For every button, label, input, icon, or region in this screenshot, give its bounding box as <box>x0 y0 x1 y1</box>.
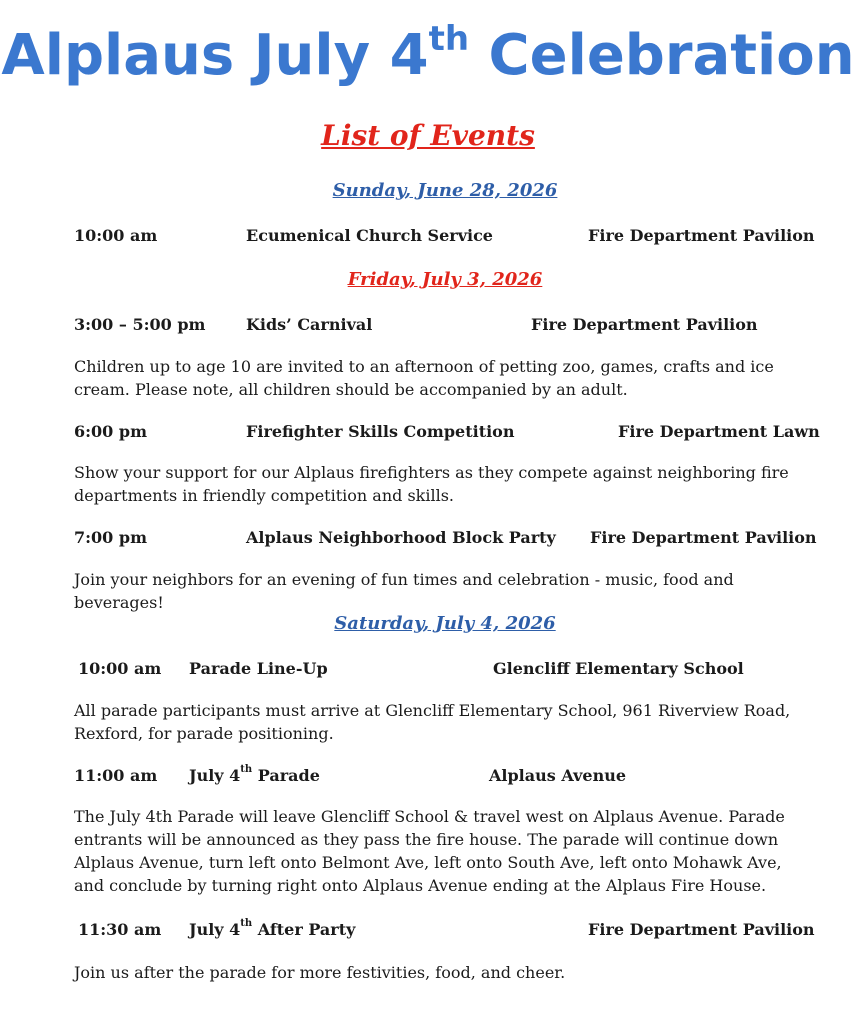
event-description: All parade participants must arrive at Glencliff Elementary School, 961 Riverview Road, Rexford, for parade positioning. <box>74 701 791 743</box>
page-subtitle: List of Events <box>321 119 535 152</box>
day-heading: Saturday, July 4, 2026 <box>334 613 556 634</box>
event-location: Fire Department Pavilion <box>588 226 815 245</box>
day-heading: Friday, July 3, 2026 <box>347 269 543 290</box>
event-row <box>0 657 856 681</box>
event-location: Alplaus Avenue <box>489 766 627 785</box>
event-time: 10:00 am <box>78 659 162 678</box>
event-name-text: July 4 <box>189 920 241 939</box>
day-heading: Sunday, June 28, 2026 <box>332 180 558 201</box>
event-name-superscript: th <box>240 917 253 929</box>
event-location: Fire Department Pavilion <box>531 315 758 334</box>
event-time: 7:00 pm <box>74 528 147 547</box>
event-time: 3:00 – 5:00 pm <box>74 315 206 334</box>
event-name: Parade Line-Up <box>189 659 328 678</box>
title-text-end: Celebration <box>469 23 855 88</box>
event-name: Alplaus Neighborhood Block Party <box>246 528 556 547</box>
event-time: 11:00 am <box>74 766 158 785</box>
event-name-text: July 4 <box>189 766 241 785</box>
event-location: Fire Department Pavilion <box>590 528 817 547</box>
event-name: Firefighter Skills Competition <box>246 422 515 441</box>
title-text: Alplaus July 4 <box>1 23 429 88</box>
event-name: Kids’ Carnival <box>246 315 373 334</box>
event-description: Children up to age 10 are invited to an afternoon of petting zoo, games, crafts and ice cream. Please note, all children should be accompanied by an adult. <box>74 357 774 399</box>
event-name: Ecumenical Church Service <box>246 226 493 245</box>
event-description: Join your neighbors for an evening of fun times and celebration - music, food and beverages! <box>74 570 734 612</box>
event-name-text-end: After Party <box>252 920 356 939</box>
event-location: Glencliff Elementary School <box>493 659 744 678</box>
event-name <box>189 764 320 788</box>
event-row <box>0 420 856 444</box>
event-row <box>0 526 856 550</box>
event-time: 6:00 pm <box>74 422 147 441</box>
event-row <box>0 764 856 788</box>
event-row <box>0 313 856 337</box>
event-time: 10:00 am <box>74 226 158 245</box>
event-name-text-end: Parade <box>252 766 320 785</box>
event-row <box>0 918 856 942</box>
event-location: Fire Department Pavilion <box>588 920 815 939</box>
event-name <box>189 918 355 942</box>
event-name-superscript: th <box>240 763 253 775</box>
event-description: The July 4th Parade will leave Glencliff School & travel west on Alplaus Avenue. Parade entrants will be announced as they pass the fire house. The parade will continue down Alplaus Avenue, turn left onto Belmont Ave, left onto South Ave, left onto Mohawk Ave, and conclude by turning right onto Alplaus Avenue ending at the Alplaus Fire House. <box>74 807 785 895</box>
event-time: 11:30 am <box>78 920 162 939</box>
event-description: Show your support for our Alplaus firefighters as they compete against neighboring fire departments in friendly competition and skills. <box>74 463 789 505</box>
title-superscript: th <box>428 19 470 60</box>
event-row <box>0 224 856 248</box>
page-title <box>0 18 856 94</box>
event-description: Join us after the parade for more festivities, food, and cheer. <box>74 963 566 982</box>
event-location: Fire Department Lawn <box>618 422 820 441</box>
